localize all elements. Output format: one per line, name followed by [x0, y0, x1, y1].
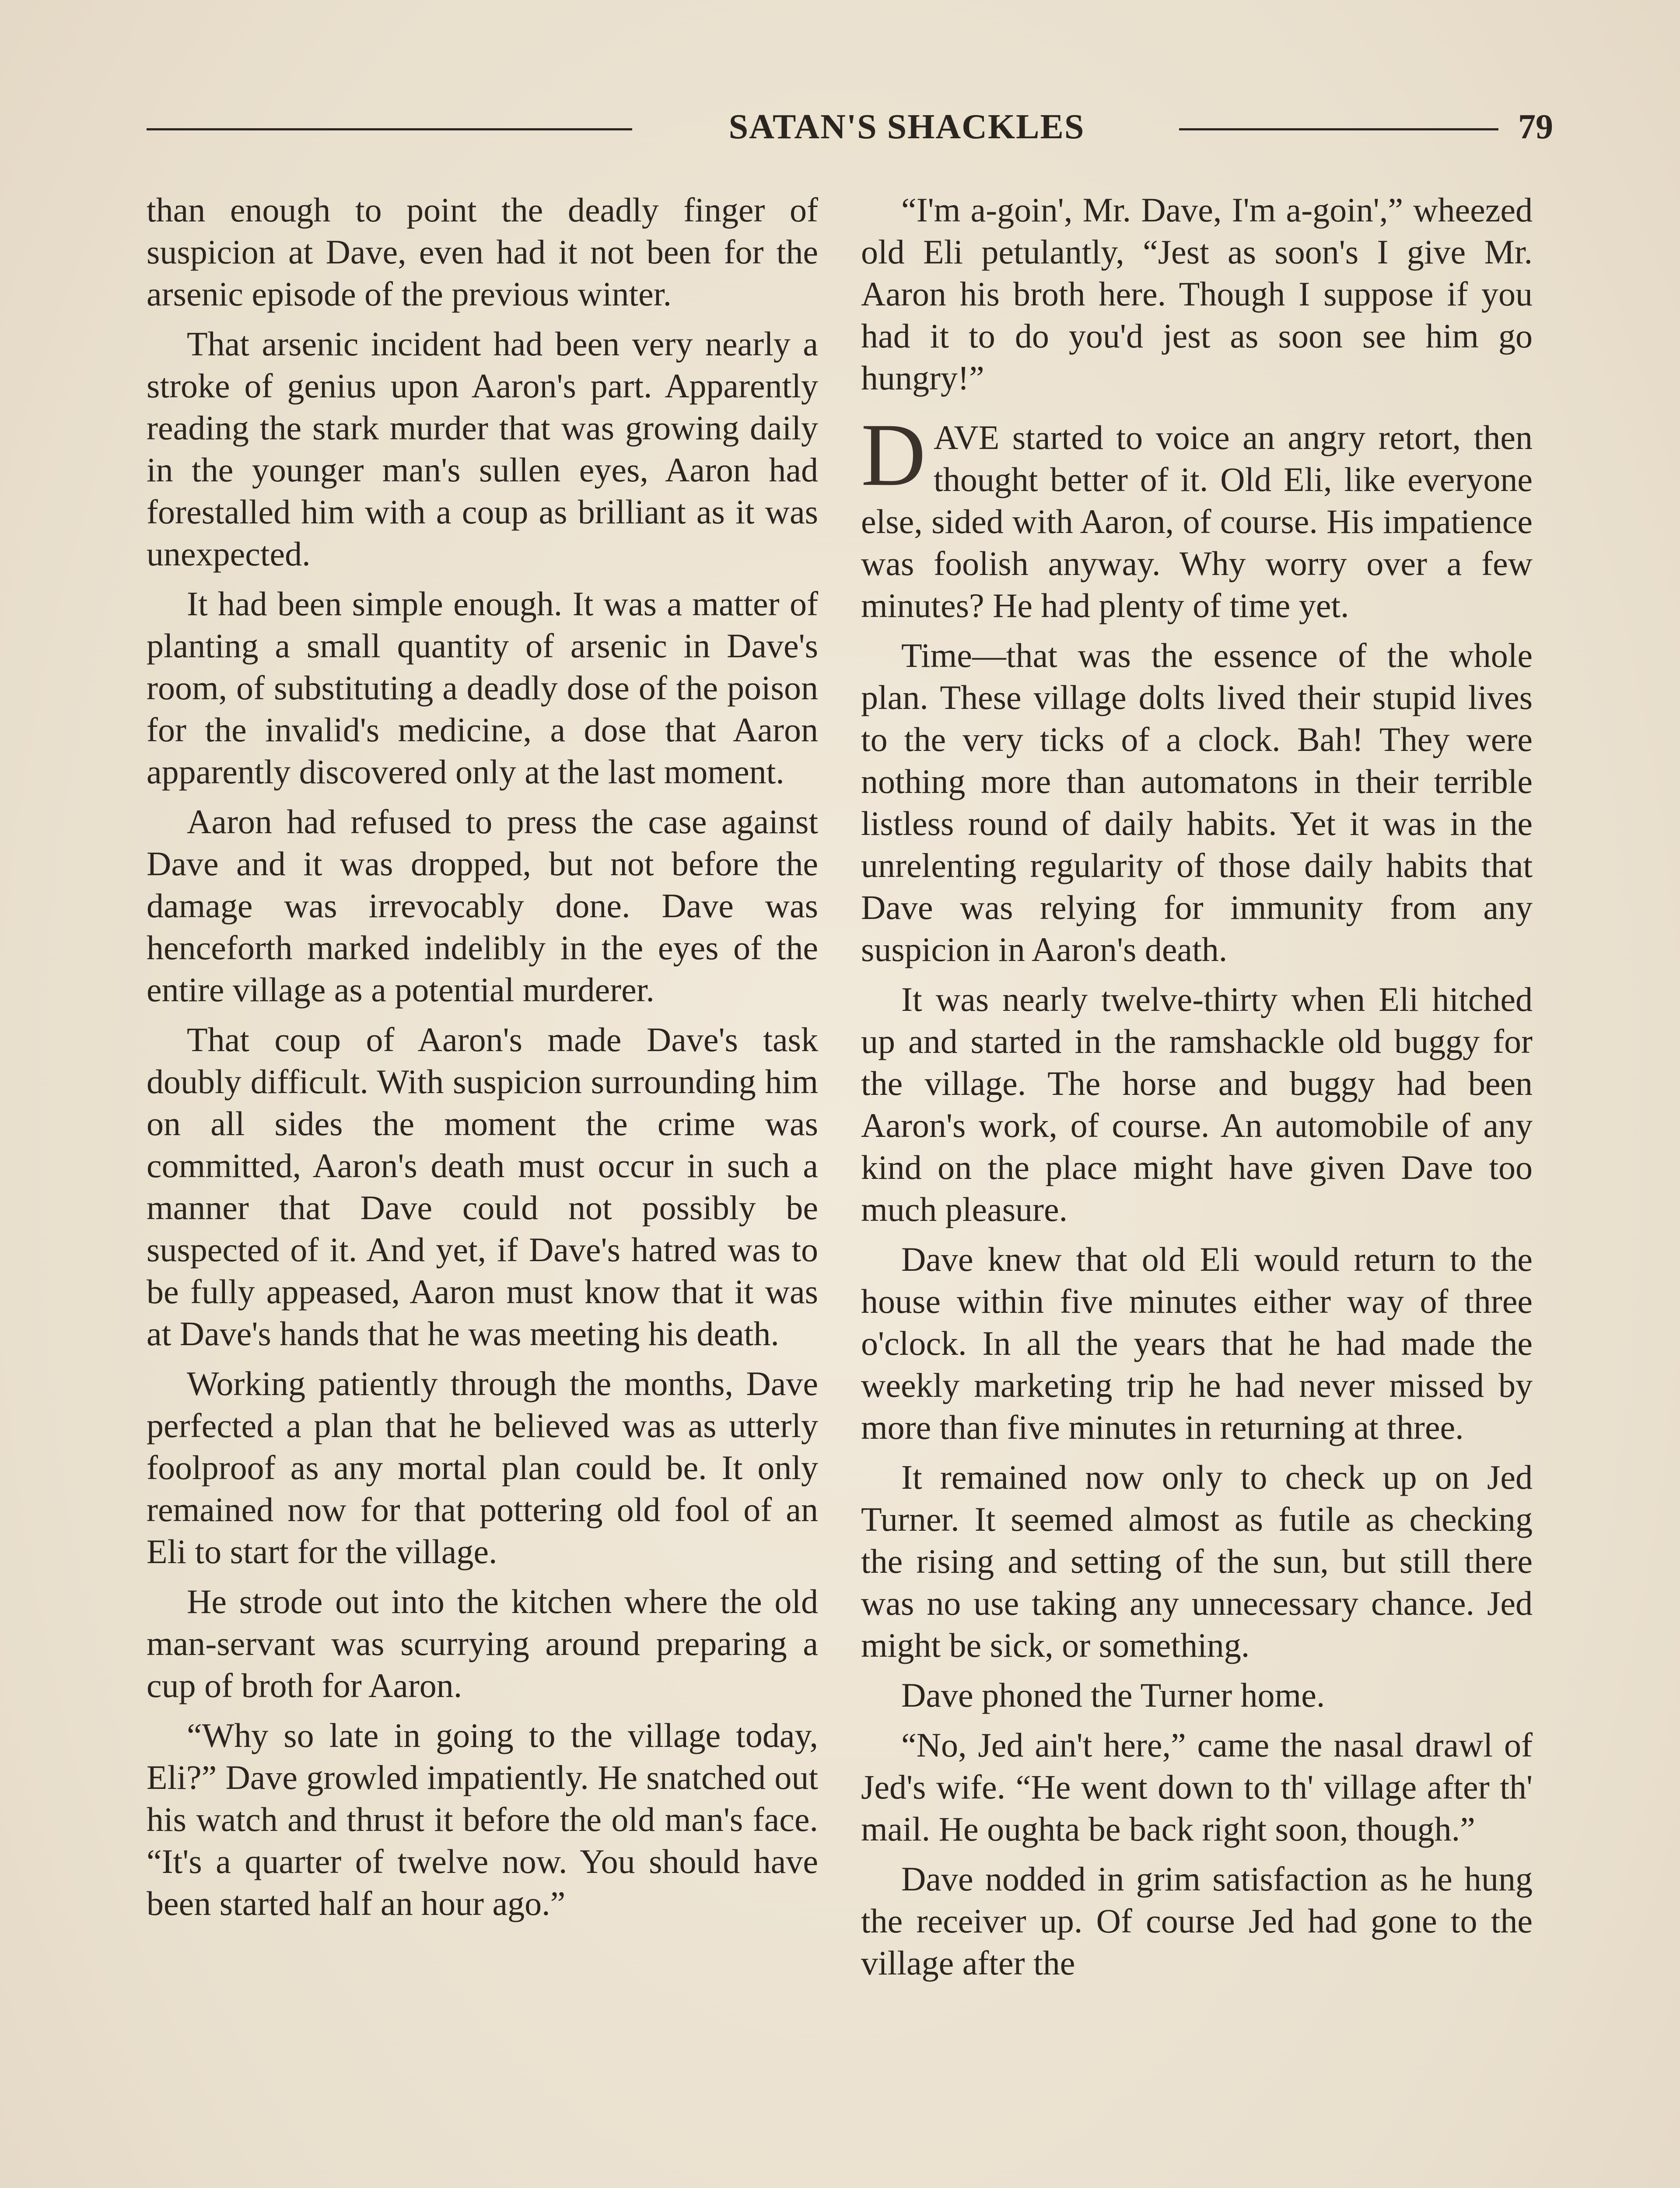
- running-header: [147, 103, 1553, 151]
- paragraph: It had been simple enough. It was a matter of planting a small quantity of arsenic in Dave's room, of substituting a deadly dose of the poison for the invalid's medicine, a dose that Aaron apparently discovered only at the last moment.: [147, 585, 818, 791]
- paragraph: It was nearly twelve-thirty when Eli hitched up and started in the ramshackle old buggy for the village. The horse and buggy had been Aaron's work, of course. An automobile of any kind on the place might have given Dave too much pleasure.: [861, 980, 1533, 1228]
- paragraph: Dave phoned the Turner home.: [901, 1676, 1325, 1714]
- header-rule-right: [1179, 128, 1498, 130]
- header-rule-left: [147, 128, 632, 130]
- paragraph: Time—that was the essence of the whole plan. These village dolts lived their stupid lives to the very ticks of a clock. Bah! They were nothing more than automatons in their terrible listless round of daily habits. Yet it was in the unrelenting regularity of those daily habits that Dave was relying for immunity from any suspicion in Aaron's death.: [861, 636, 1533, 968]
- paragraph: “I'm a-goin', Mr. Dave, I'm a-goin',” wheezed old Eli petulantly, “Jest as soon's I give Mr. Aaron his broth here. Though I suppose if you had it to do you'd jest as soon see him go hungry!”: [861, 191, 1533, 397]
- left-column: [147, 189, 818, 2188]
- paragraph: “Why so late in going to the village today, Eli?” Dave growled impatiently. He snatched out his watch and thrust it before the old man's face. “It's a quarter of twelve now. You should have been started half an hour ago.”: [147, 1716, 818, 1922]
- drop-cap-letter: D: [861, 405, 926, 505]
- paragraph: That arsenic incident had been very nearly a stroke of genius upon Aaron's part. Apparently reading the stark murder that was growing daily in the younger man's sullen eyes, Aaron had forestalled him with a coup as brilliant as it was unexpected.: [147, 325, 818, 573]
- paragraph: Dave nodded in grim satisfaction as he hung the receiver up. Of course Jed had gone to the village after the: [861, 1860, 1533, 1982]
- paragraph: Dave knew that old Eli would return to the house within five minutes either way of three o'clock. In all the years that he had made the weekly marketing trip he had never missed by more than five minutes in returning at three.: [861, 1240, 1533, 1446]
- right-column: [861, 189, 1533, 2188]
- dropcap-paragraph: [861, 405, 1533, 627]
- paragraph: than enough to point the deadly finger of suspicion at Dave, even had it not been for the arsenic episode of the previous winter.: [147, 191, 818, 313]
- paragraph: Working patiently through the months, Dave perfected a plan that he believed was as utterly foolproof as any mortal plan could be. It only remained now for that pottering old fool of an Eli to start for the village.: [147, 1364, 818, 1571]
- paragraph: “No, Jed ain't here,” came the nasal drawl of Jed's wife. “He went down to th' village after th' mail. He oughta be back right soon, though.”: [861, 1726, 1533, 1848]
- running-title: SATAN'S SHACKLES: [728, 108, 1085, 146]
- page-number: 79: [1518, 108, 1553, 146]
- paragraph: Aaron had refused to press the case against Dave and it was dropped, but not before the damage was irrevocably done. Dave was henceforth marked indelibly in the eyes of the entire village as a potential murderer.: [147, 803, 818, 1009]
- paragraph: It remained now only to check up on Jed Turner. It seemed almost as futile as checking the rising and setting of the sun, but still there was no use taking any unnecessary chance. Jed might be sick, or something.: [861, 1458, 1533, 1664]
- dropcap-paragraph-text: AVE started to voice an angry retort, then thought better of it. Old Eli, like everyone else, sided with Aaron, of course. His impatience was foolish anyway. Why worry over a few minutes? He had plenty of time yet.: [861, 418, 1533, 624]
- paragraph: He strode out into the kitchen where the old man-servant was scurrying around preparing a cup of broth for Aaron.: [147, 1582, 818, 1704]
- paragraph: That coup of Aaron's made Dave's task doubly difficult. With suspicion surrounding him on all sides the moment the crime was committed, Aaron's death must occur in such a manner that Dave could not possibly be suspected of it. And yet, if Dave's hatred was to be fully appeased, Aaron must know that it was at Dave's hands that he was meeting his death.: [147, 1020, 818, 1353]
